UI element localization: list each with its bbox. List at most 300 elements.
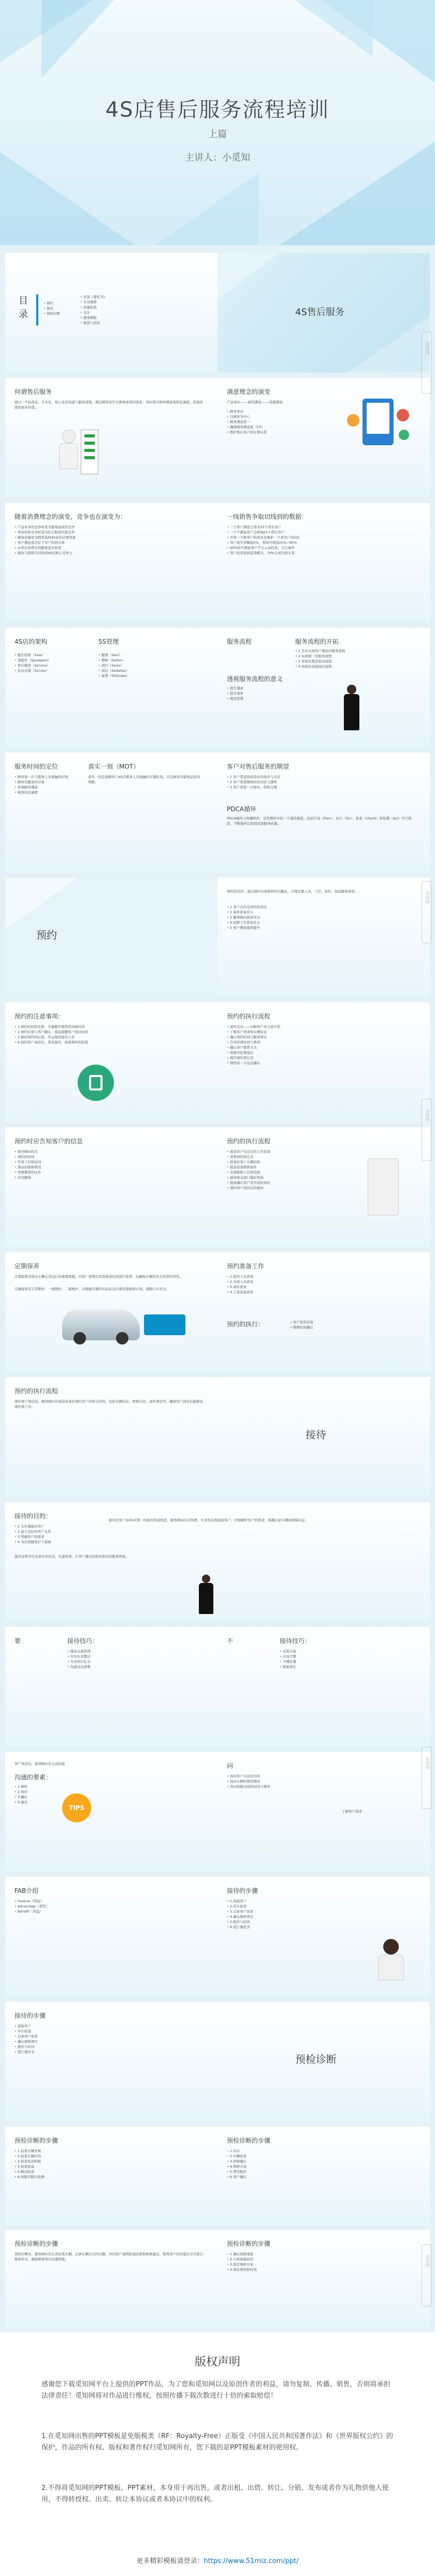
list-item: • Advantage（优势） xyxy=(15,1904,49,1909)
phone-illustration xyxy=(363,399,394,445)
slide-title: 客户对售后服务的期望 xyxy=(227,763,289,770)
slide-ask xyxy=(218,1752,430,1872)
slide-diagnosis-steps xyxy=(5,2127,218,2225)
list-item: • 记录客户需求 xyxy=(15,2034,38,2039)
speaker-name: 小觅知 xyxy=(222,152,250,163)
phone-icon xyxy=(78,1065,114,1101)
slide-title: 服务时间的定位 xyxy=(15,763,59,770)
slide-mot xyxy=(5,753,218,872)
section-title: 预检诊断 xyxy=(295,2053,337,2065)
list-item: • 5.路试检查 xyxy=(15,2169,45,2174)
woman-figure-body xyxy=(378,1955,404,1980)
list-item: • 1 旨在实现客户满意的服务流程 xyxy=(295,648,345,654)
pdca-text: PDCA循环又叫戴明环，是管理学中的一个通用模型，包括计划（Plan）、执行（Do）、检查（Check）和处理（Act）四个阶段，不断循环以持续改进服务质量。 xyxy=(227,816,412,826)
list-item: • 从卖车到养车的服务意识转变 xyxy=(15,545,76,550)
section-title: 预约 xyxy=(36,929,57,941)
list-item: • 提升满意 xyxy=(227,686,243,691)
list-item: • 95%的不满意客户不会主动投诉，只会离开 xyxy=(227,545,299,550)
icon-circle xyxy=(397,409,409,421)
list-item: • 查看预约登记表 xyxy=(227,1154,270,1159)
list-item: • 3.做好预约的记录，并交接给接待人员 xyxy=(15,1035,88,1040)
competition-list xyxy=(15,525,76,556)
slide-expectation xyxy=(218,753,430,872)
list-item: • 以顾客为中心 xyxy=(227,414,267,419)
tips-badge: TIPS xyxy=(62,1793,91,1822)
slide-reception-goal xyxy=(5,1502,430,1622)
slide-text: 通过一个标准化、专业化、贴心化的沟通与服务流程，满足顾客对汽车维修保养的需求，同时提升顾客满意度和忠诚度，创造持续的商业价值。 xyxy=(15,400,203,409)
slide-title: 何谓售后服务 xyxy=(15,388,52,395)
slide-title: 接待的目的： xyxy=(15,1512,52,1520)
list-item: • 影响顾客满意 xyxy=(15,785,68,790)
list-item: • 1.接待人员准备 xyxy=(227,1274,253,1279)
car-illustration xyxy=(62,1309,140,1340)
person-figure-body xyxy=(59,443,78,469)
woman-figure-body xyxy=(199,1583,213,1614)
copyright-title: 版权声明 xyxy=(194,2356,240,2369)
section-slide xyxy=(218,253,430,373)
flow-list xyxy=(227,1024,280,1066)
toc-slide xyxy=(5,253,218,373)
slide-title-2: 真实一刻（MOT） xyxy=(88,763,140,770)
list-item: • 通知相关部门做好准备 xyxy=(227,1175,270,1180)
slide-fab xyxy=(5,1877,218,1997)
list-item: • 客户满意度决定了客户的回头率 xyxy=(15,540,76,545)
list-item: • 6.故障诊断仪检测 xyxy=(15,2174,45,2179)
diagnosis-list xyxy=(15,2148,45,2179)
figure-illustration xyxy=(368,1158,399,1215)
do-list xyxy=(67,1649,91,1669)
list-item: • 了解客户需求和车辆信息 xyxy=(227,1029,280,1035)
icon-circle xyxy=(399,430,409,440)
slide-title: 满意理念的演变 xyxy=(227,388,271,395)
slide-reception-steps xyxy=(218,1877,430,1997)
slide-title: 定期保养 xyxy=(15,1263,40,1270)
slide-satisfaction xyxy=(218,378,430,498)
slide-text: 接待是客户对4S店第一印象的形成阶段，服务顾问应以热情、专业的态度迎接客户，仔细倾听客户的需求，准确记录车辆的故障信息。 xyxy=(109,1518,309,1522)
watermark-text: 觅知网 xyxy=(425,1109,430,1122)
watermark-strip xyxy=(422,2244,432,2306)
list-item: • 询问客户来店的目的 xyxy=(227,1774,270,1779)
slide-diagnosis-steps-4 xyxy=(218,2230,430,2328)
appointment-list xyxy=(227,904,267,930)
slide-text: 预检诊断时，服务顾问应认真检查车辆，记录车辆存在的问题，并向客户说明检查结果和维修建议，取得客户的同意后方可进行维修作业，确保维修项目的透明度。 xyxy=(15,2252,203,2261)
data-list xyxy=(227,525,299,556)
slide-preparation xyxy=(218,1252,430,1372)
toc-item: • 服务跟踪 xyxy=(80,315,107,320)
list-item: • 3 客户希望一次修好，价格合理 xyxy=(227,785,280,790)
list-item: • 顾客导向 xyxy=(227,409,267,414)
slide-title: 预检诊断的步骤 xyxy=(227,2137,271,2144)
list-item: • 接听电话——问候客户并自我介绍 xyxy=(227,1024,280,1029)
slide-dont xyxy=(218,1627,430,1747)
slide-do xyxy=(5,1627,218,1747)
structure-list xyxy=(15,653,51,673)
list-item: • 填写预约登记表 xyxy=(227,1055,280,1060)
list-item: • 清洁（Seiketsu） xyxy=(98,668,129,673)
reception-goal-list xyxy=(15,1524,51,1545)
checklist-board xyxy=(81,430,98,474)
decor-triangle xyxy=(0,152,135,245)
list-item: • 顾客的忠诚度 xyxy=(15,790,68,795)
decor-triangle xyxy=(218,253,280,300)
slide-text: 客户到店后，服务顾问应主动迎接 xyxy=(15,1762,65,1766)
slide-diagnosis-steps-2 xyxy=(218,2127,430,2225)
slide-maintenance xyxy=(5,1252,218,1372)
slide-title: 要 xyxy=(15,1637,21,1645)
slide-after-sales xyxy=(5,378,218,498)
list-item: • 服务态度热情 xyxy=(67,1649,91,1654)
execution-list xyxy=(290,1320,313,1330)
section-title: 接待 xyxy=(306,1428,326,1441)
toc-item: • 抱怨与投诉 xyxy=(80,320,107,325)
slide-appointment-goal xyxy=(218,877,430,997)
ask-list xyxy=(227,1774,270,1789)
list-item: • 4.维修方案 xyxy=(227,2164,247,2169)
list-item: • 1.倾听 xyxy=(15,1784,27,1789)
watermark-strip xyxy=(422,332,432,394)
slide-text: 定期保养是保证车辆正常运行的重要措施，应按厂家规定的里程或时间进行保养，以确保车辆的安全性和经济性。 xyxy=(15,1275,183,1279)
list-item: • 4.确认维修项目 xyxy=(227,1914,253,1919)
list-item: • 1 客户在约定的时间来店 xyxy=(227,904,267,910)
toc-item: • 专业维修 xyxy=(80,300,107,305)
toc-col1 xyxy=(44,301,60,316)
toc-col2 xyxy=(80,294,107,325)
list-item: • 客户投诉得到妥善解决，70%会成为回头客 xyxy=(227,550,299,556)
meaning-list xyxy=(227,686,243,701)
list-item: • 2.分析故障原因 xyxy=(227,2257,257,2262)
list-item: • 服务质量成为顾客选择4S店的首要因素 xyxy=(15,535,76,540)
slide-communication xyxy=(5,1752,218,1872)
toc-item: • 交车 xyxy=(80,310,107,315)
list-item: • 4.建议 xyxy=(15,1800,27,1805)
list-item: • 确保顾客满意度（CS） xyxy=(227,424,267,430)
decor-triangle xyxy=(295,0,373,57)
slide-text: 了解客户需求 xyxy=(342,1809,362,1814)
list-item: • 信息反馈（Survey） xyxy=(15,668,51,673)
copyright-para-2: 1.在觅知网出售的PPT模板是免版税类（RF：Royalty-Free）正版受《中国人民共和国著作法》和《世界版权公约》的保护，作品的所有权、版权和著作权归觅知网所有，您下载的是PPT模板素材的使用权。 xyxy=(41,2432,394,2452)
toc-bar xyxy=(36,294,38,325)
5s-list xyxy=(98,653,129,678)
list-item: • 素养（Shitsuke） xyxy=(98,673,129,678)
section-title: 4S售后服务 xyxy=(295,307,344,318)
toc-item: • 预检诊断 xyxy=(44,311,60,316)
list-item: • 1.问诊 xyxy=(227,2148,247,2154)
slide-title: 预约的注意事项： xyxy=(15,1013,65,1020)
list-item: • 2.环车检查 xyxy=(227,1904,253,1909)
slide-text: 预约客户到店前，服务顾问应提前准备好预约客户的相关资料，包括车辆信息、维修历史、备件情况等，确保客户到店后能够迅速开展工作。 xyxy=(15,1399,203,1409)
woman-figure-body xyxy=(344,694,359,730)
list-item: • 产品本身的竞争转变为服务品质的竞争 xyxy=(15,525,76,530)
slide-title: 预检诊断的步骤 xyxy=(15,2240,59,2247)
list-item: • 2.车辆检查 xyxy=(227,2154,247,2159)
list-item: • 4.工具设备准备 xyxy=(227,1290,253,1295)
list-item: • 提前准备维修备件 xyxy=(227,1165,270,1170)
watermark-text: 觅知网 xyxy=(425,342,430,355)
slide-text-2: 接待过程中应注意仪容仪表，礼貌用语，让客户感受到宾至如归的服务体验。 xyxy=(15,1554,129,1559)
list-item: • 2.检查车辆内饰 xyxy=(15,2154,45,2159)
slide-structure xyxy=(5,628,218,747)
list-item: • 提升效率 xyxy=(227,691,243,696)
list-item: • 开发一个新客户的成本是维护一个老客户的5倍 xyxy=(227,535,299,540)
list-item: • 3.记录客户需求 xyxy=(227,1909,253,1914)
list-item: • 需要携带的证件 xyxy=(15,1170,41,1175)
copyright-link-row xyxy=(0,2555,435,2565)
list-item: • 1.友好地接待客户 xyxy=(15,1524,51,1529)
slide-title-2: 服务流程的开拓 xyxy=(295,638,339,645)
cover-speaker xyxy=(0,150,435,164)
list-item: • 维护售后客户的长期关系 xyxy=(227,430,267,435)
slide-title: 服务流程 xyxy=(227,638,252,645)
slide-inform-customer xyxy=(5,1127,218,1247)
list-item: • 5.费用报价 xyxy=(227,2169,247,2174)
copyright-para-1: 感谢您下载觅知网平台上提供的PPT作品，为了您和觅知网以及原创作者的利益，请勿复制、传播、销售，否则将承担法律责任！觅知网将对作品进行维权，按照传播下载次数进行十倍的索取赔偿！ xyxy=(41,2381,390,2400)
toc-item: • 开具《委托书》 xyxy=(80,294,107,300)
copyright-link[interactable]: https://www.51miz.com/ppt/ xyxy=(204,2557,299,2565)
diagnosis-list xyxy=(227,2252,257,2272)
list-item: • 告知所需时间与费用 xyxy=(227,1040,280,1045)
slide-title-2: 5S管理 xyxy=(98,638,119,645)
woman-figure-head xyxy=(347,685,356,694)
mot-text: 真实一刻是指顾客与4S店服务人员接触的关键时刻，决定顾客对服务品质的判断。 xyxy=(88,775,200,784)
slide-text: 预约的目的：通过预约实现维修的均衡化，合理安排人员、工位、备件，提高服务效率。 xyxy=(227,889,358,894)
slide-title: 随着消费理念的演变，竞争也在演变为： xyxy=(15,513,127,520)
cover-subtitle: 上篇 xyxy=(208,129,227,140)
toc-item: • 质量检验 xyxy=(80,305,107,310)
list-item: • 3.明确客户的需求 xyxy=(15,1534,51,1539)
icon-circle xyxy=(347,414,359,427)
fab-list xyxy=(15,1899,49,1914)
list-item: • 接待顾问姓名 xyxy=(15,1149,41,1154)
list-item: • 3.备件准备 xyxy=(227,1284,253,1290)
list-item: • 3.检查发动机舱 xyxy=(15,2159,45,2164)
speaker-label: 主讲人： xyxy=(185,152,222,163)
list-item: • 环车检查 xyxy=(15,2029,38,2034)
list-item: • 4 技师工位准备充分 xyxy=(227,920,267,925)
slide-subtitle: 预约的执行： xyxy=(227,1321,265,1328)
list-item: • 专业知识扎实 xyxy=(67,1659,91,1664)
slide-title: 接待的步骤 xyxy=(227,1887,258,1894)
list-item: • 售后服务（Service） xyxy=(15,663,51,668)
slide-subtext: 产品导向 ——顾客满意 ——超越满意 xyxy=(227,400,283,404)
list-item: • 零配件（Sparepart） xyxy=(15,658,51,663)
slide-title: 预约准备工作 xyxy=(227,1263,265,1270)
steps-list xyxy=(227,1899,253,1930)
decor-triangle xyxy=(5,877,78,929)
list-item: • 2.预约后需与客户确认，提前提醒客户到店时间 xyxy=(15,1029,88,1035)
list-item: • 签订委托书 xyxy=(15,2049,38,2055)
list-item: • 确认预约时间与服务项目 xyxy=(227,1035,280,1040)
slide-title: 预约的执行流程 xyxy=(227,1013,271,1020)
toc-heading-2: 录 xyxy=(19,309,28,320)
slide-appointment-cover xyxy=(5,877,218,997)
slide-title-2: 接待技巧： xyxy=(67,1637,99,1645)
list-item: • 预估的维修费用 xyxy=(15,1165,41,1170)
list-item: • 2.建立良好的客户关系 xyxy=(15,1529,51,1534)
list-item: • 不懂装懂 xyxy=(280,1659,296,1664)
list-item: • 态度冷漠 xyxy=(280,1649,296,1654)
list-item: • 沟通表达清楚 xyxy=(67,1664,91,1669)
list-item: • 1.迎接客户 xyxy=(227,1899,253,1904)
list-item: • 单纯价格竞争转变为综合服务价值竞争 xyxy=(15,530,76,535)
slide-appointment-flow-2 xyxy=(218,1127,430,1247)
decor-triangle xyxy=(155,173,259,245)
list-item: • 顾客对服务的印象 xyxy=(15,780,68,785)
slide-title: 预检诊断的步骤 xyxy=(15,2137,59,2144)
list-item: • 提前确认客户是否准时到店 xyxy=(227,1180,270,1185)
flow-list xyxy=(227,1149,270,1191)
slide-title: 预约的执行流程 xyxy=(15,1388,59,1395)
list-item: • 6.客户确认 xyxy=(227,2174,247,2179)
person-figure-head xyxy=(62,430,76,443)
toc-item: • 接待 xyxy=(44,306,60,311)
slide-text-2: 车辆保养有日常维护、一级维护、二级维护，应根据车辆的实际状况合理安排保养计划，保障行车安全。 xyxy=(15,1287,169,1291)
slide-title: 预检诊断的步骤 xyxy=(227,2240,271,2247)
list-item: • 4.预估费用和时间 xyxy=(227,2267,257,2272)
list-item: • 2 备件准备充分 xyxy=(227,910,267,915)
list-item: • 询问故障出现的时间与频率 xyxy=(227,1784,270,1789)
list-item: • 推卸责任 xyxy=(280,1664,296,1669)
list-item: • 3 服务顾问准备充分 xyxy=(227,915,267,920)
slide-process xyxy=(218,628,430,747)
slide-reception-steps-2 xyxy=(5,2002,218,2121)
watermark-text: 觅知网 xyxy=(425,2255,430,2267)
tools-illustration xyxy=(144,1314,185,1335)
slide-subtitle: PDCA循环 xyxy=(227,805,257,813)
slide-diagnosis-steps-3 xyxy=(5,2230,218,2328)
decor-triangle xyxy=(41,0,114,78)
list-item: • 整车销售（Sale） xyxy=(15,653,51,658)
list-item: • 客户资料准备 xyxy=(290,1320,313,1325)
list-item: • 预约的时间 xyxy=(15,1154,41,1159)
list-item: • 6.签订委托书 xyxy=(227,1924,253,1930)
watermark-strip xyxy=(422,881,432,943)
diagnosis-list xyxy=(227,2148,247,2179)
woman-figure-head xyxy=(202,1575,210,1583)
slide-title-2: 接待技巧： xyxy=(280,1637,311,1645)
decor-triangle xyxy=(347,316,430,373)
list-item: • 整理（Seiri） xyxy=(98,653,129,658)
slide-subtitle: 透视服务流程的意义 xyxy=(227,675,283,683)
list-item: • 整顿（Seiton） xyxy=(98,658,129,663)
watermark-strip xyxy=(422,1747,432,1809)
list-item: • 1.预约时间的安排，尽量避开维修的高峰时段 xyxy=(15,1024,88,1029)
list-item: • 预约客户到店后的接待 xyxy=(227,1185,270,1191)
cover-title: 4S店售后服务流程培训 xyxy=(105,98,330,122)
slide-title: 预约的执行流程 xyxy=(227,1138,271,1145)
list-item: • 4.为后续服务打下基础 xyxy=(15,1539,51,1545)
list-item: • 1.检查车辆外观 xyxy=(15,2148,45,2154)
list-item: • 2.车间人员准备 xyxy=(227,1279,253,1284)
list-item: • 3.确认 xyxy=(15,1794,27,1800)
copyright-link-label: 更多精彩模板请登录： xyxy=(136,2557,204,2565)
slide-title: 沟通的要素： xyxy=(15,1774,52,1781)
list-item: • 客户流失率降低5%，利润可增加25%~85% xyxy=(227,540,299,545)
list-item: • 服务与销售共同构成4S店核心竞争力 xyxy=(15,550,76,556)
toc-item: • 预约 xyxy=(44,301,60,306)
list-item: • 衣冠不整 xyxy=(280,1654,296,1659)
copyright-para-3: 2.不得将觅知网的PPT模板、PPT素材，本身用于再出售，或者出租、出借、转让、分销、发布或者作为礼物供他人使用，不得转授权、出卖、转让本协议或者本协议中的权利。 xyxy=(41,2484,389,2503)
slide-title: 预约时应告知客户的信息 xyxy=(15,1138,83,1145)
watermark-strip xyxy=(422,1099,432,1161)
slide-reception-cover xyxy=(218,1377,430,1497)
list-item: • 来店路线 xyxy=(15,1175,41,1180)
list-item: • 报价与时间 xyxy=(15,2044,38,2049)
slide-title: 4S店的架构 xyxy=(15,638,48,645)
preparation-list xyxy=(227,1274,253,1295)
slide-appointment-flow xyxy=(218,1002,430,1122)
list-item: • 4 持续改善提高的流程 xyxy=(295,664,345,669)
copyright-slide xyxy=(0,2332,435,2576)
list-item: • 迎接客户 xyxy=(15,2023,38,2029)
list-item: • 5.报价与时间 xyxy=(227,1919,253,1924)
slide-title: FAB介绍 xyxy=(15,1887,39,1894)
list-item: • 1.确认故障现象 xyxy=(227,2252,257,2257)
satisfaction-list xyxy=(227,409,267,435)
dont-list xyxy=(280,1649,296,1669)
list-item: • 规范管理 xyxy=(227,696,243,701)
list-item: • 3.故障确认 xyxy=(227,2159,247,2164)
list-item: • 安排维修工位和技师 xyxy=(227,1170,270,1175)
list-item: • 预约前一天电话确认 xyxy=(227,1060,280,1066)
list-item: • 确认维修项目 xyxy=(15,2039,38,2044)
watermark-text: 觅知网 xyxy=(425,891,430,904)
inform-list xyxy=(15,1149,41,1180)
slide-data xyxy=(218,503,430,622)
communication-list xyxy=(15,1784,27,1805)
toc-heading-1: 目 xyxy=(19,295,28,306)
list-item: • Feature（特征） xyxy=(15,1899,49,1904)
slide-title: 问 xyxy=(227,1762,234,1770)
list-item: • 顾客每一次与服务人员接触的时刻 xyxy=(15,774,68,780)
list-item: • Benefit（利益） xyxy=(15,1909,49,1914)
notes-list xyxy=(15,1024,88,1045)
slide-diagnosis-cover xyxy=(218,2002,430,2121)
slide-competition xyxy=(5,503,218,622)
slide-title: 不 xyxy=(227,1637,234,1645)
slide-title: 一线销售争取切线到的数据： xyxy=(227,513,308,520)
cover-slide xyxy=(0,0,435,245)
watermark-text: 觅知网 xyxy=(425,1757,430,1770)
list-item: • 致谢并结束通话 xyxy=(227,1050,280,1055)
mot-list xyxy=(15,774,68,795)
slide-execution xyxy=(5,1377,218,1497)
list-item: • 5 客户满意度的提升 xyxy=(227,925,267,930)
list-item: • 3 系统化规范化的流程 xyxy=(295,659,345,664)
list-item: • 4.预约客户到店后，优先接待，体现预约的价值 xyxy=(15,1040,88,1045)
process-list xyxy=(295,648,345,669)
list-item: • 1 客户希望得到及时的接待与关注 xyxy=(227,774,280,780)
list-item: • 所需工时和时间 xyxy=(15,1159,41,1165)
list-item: • 确认客户联系方式 xyxy=(227,1045,280,1050)
list-item: • 清扫（Seiso） xyxy=(98,663,129,668)
list-item: • 准备好客户车辆资料 xyxy=(227,1159,270,1165)
list-item: • 顾客满意第一 xyxy=(227,419,267,424)
list-item: • 一个不满意客户会影响25个潜在客户 xyxy=(227,530,299,535)
list-item: • 4.检查底盘 xyxy=(15,2164,45,2169)
list-item: • 一个客户满意会带来25个潜在客户 xyxy=(227,525,299,530)
list-item: • 3.制定维修方案 xyxy=(227,2262,257,2267)
woman-figure-head xyxy=(383,1939,399,1955)
expectation-list xyxy=(227,774,280,790)
list-item: • 2.询问 xyxy=(15,1789,27,1794)
slide-title: 接待的步骤 xyxy=(15,2012,46,2019)
list-item: • 2 标准统一的服务流程 xyxy=(295,654,345,659)
list-item: • 接到客户电话后的工作准备 xyxy=(227,1149,270,1154)
steps-list xyxy=(15,2023,38,2055)
list-item: • 2 客户希望维修时间可控与透明 xyxy=(227,780,280,785)
list-item: • 仪容仪表整洁 xyxy=(67,1654,91,1659)
slide-appointment-notes xyxy=(5,1002,218,1122)
